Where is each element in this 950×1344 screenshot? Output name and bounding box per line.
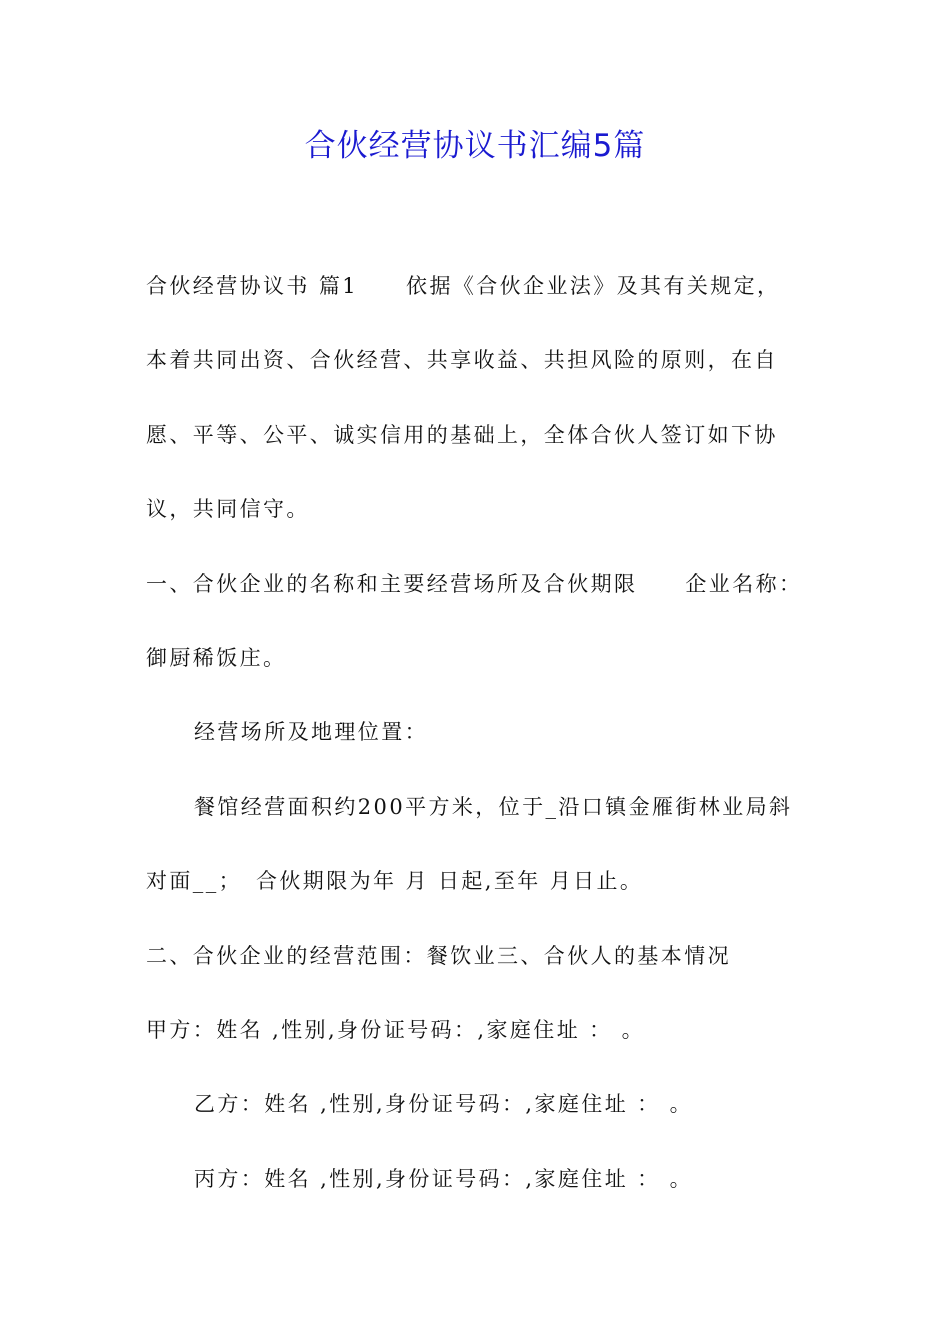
paragraph-line-13: 丙方：姓名 ,性别,身份证号码：,家庭住址 ： 。 <box>194 1166 694 1191</box>
text-run: 对面__； <box>146 869 242 894</box>
paragraph-line-7: 经营场所及地理位置： <box>194 720 428 745</box>
paragraph-line-12: 乙方：姓名 ,性别,身份证号码：,家庭住址 ： 。 <box>194 1092 694 1117</box>
paragraph-line-1 <box>146 266 810 340</box>
clause-heading: 一、合伙企业的名称和主要经营场所及合伙期限 <box>146 571 638 596</box>
paragraph-line-11: 甲方：姓名 ,性别,身份证号码：,家庭住址 ： 。 <box>146 1017 646 1042</box>
paragraph-line-9 <box>146 861 810 935</box>
paragraph-line-10: 二、合伙企业的经营范围：餐饮业三、合伙人的基本情况 <box>146 943 731 968</box>
paragraph-line-4: 议，共同信守。 <box>146 497 310 522</box>
paragraph-line-8: 餐馆经营面积约200平方米，位于_沿口镇金雁街林业局斜 <box>194 794 793 819</box>
document-body <box>146 266 810 1233</box>
paragraph-line-6: 御厨稀饭庄。 <box>146 645 287 670</box>
paragraph-line-2: 本着共同出资、合伙经营、共享收益、共担风险的原则，在自 <box>146 348 778 373</box>
text-run: 企业名称： <box>685 571 803 596</box>
paragraph-line-3: 愿、平等、公平、诚实信用的基础上，全体合伙人签订如下协 <box>146 422 778 447</box>
paragraph-line-5 <box>146 564 810 638</box>
document-title: 合伙经营协议书汇编5篇 <box>304 128 646 164</box>
text-run: 依据《合伙企业法》及其有关规定， <box>406 274 781 298</box>
text-run: 合伙期限为年 月 日起,至年 月日止。 <box>256 869 644 894</box>
section-heading: 合伙经营协议书 篇1 <box>146 274 359 298</box>
